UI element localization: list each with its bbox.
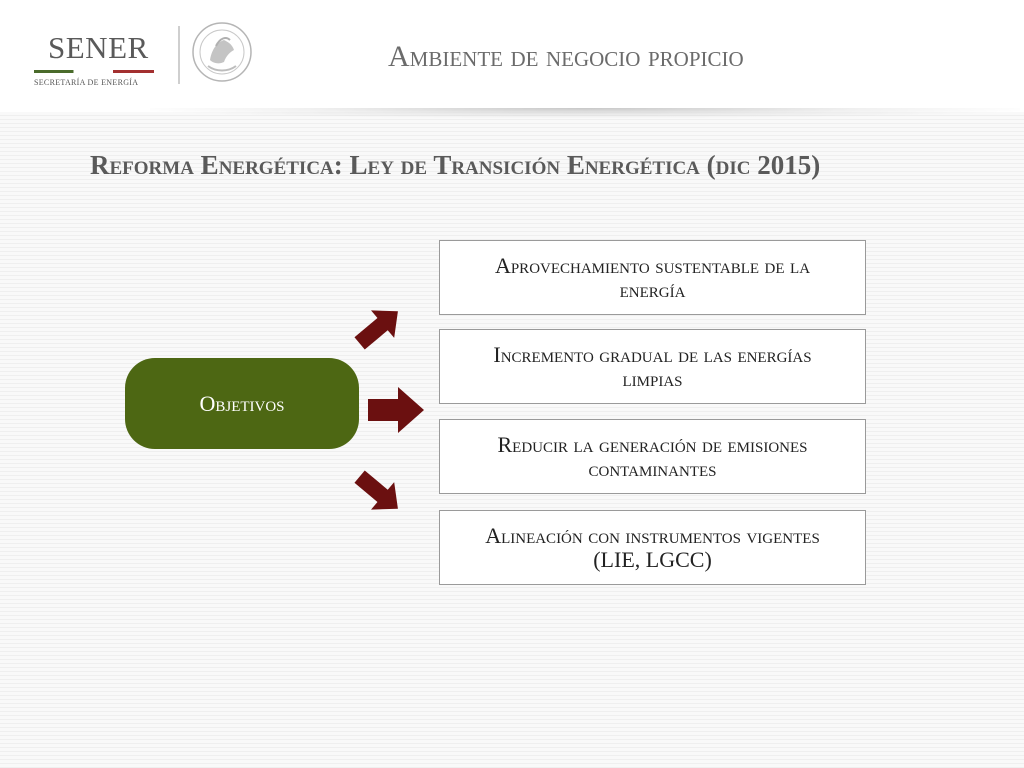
logo-tricolor-rule xyxy=(34,70,154,73)
objective-box xyxy=(439,240,866,315)
objective-box xyxy=(439,510,866,585)
logo-subtitle: SECRETARÍA DE ENERGÍA xyxy=(34,78,139,87)
sener-logo xyxy=(34,28,164,88)
objective-box xyxy=(439,419,866,494)
header-shadow xyxy=(150,108,1020,118)
slide-header xyxy=(0,0,1024,112)
slide-subtitle: Reforma Energética: Ley de Transición Energética (dic 2015) xyxy=(90,150,821,180)
arrow-right-icon xyxy=(364,380,424,440)
objective-text: Alineación con instrumentos vigentes (LIE, LGCC) xyxy=(485,522,820,572)
logo-name: SENER xyxy=(48,30,149,65)
header-title: Ambiente de negocio propicio xyxy=(388,40,744,73)
objectives-node xyxy=(125,358,359,449)
arrow-down-right-icon xyxy=(348,462,408,522)
objective-text: Aprovechamiento sustentable de la energía xyxy=(494,252,811,302)
objective-box xyxy=(439,329,866,404)
objective-text: Reducir la generación de emisiones contaminantes xyxy=(497,431,808,481)
arrow-up-right-icon xyxy=(348,298,408,358)
seal-icon xyxy=(190,16,254,88)
objective-text: Incremento gradual de las energías limpias xyxy=(493,341,812,391)
objectives-label: Objetivos xyxy=(199,390,285,416)
logo-divider xyxy=(178,26,180,84)
